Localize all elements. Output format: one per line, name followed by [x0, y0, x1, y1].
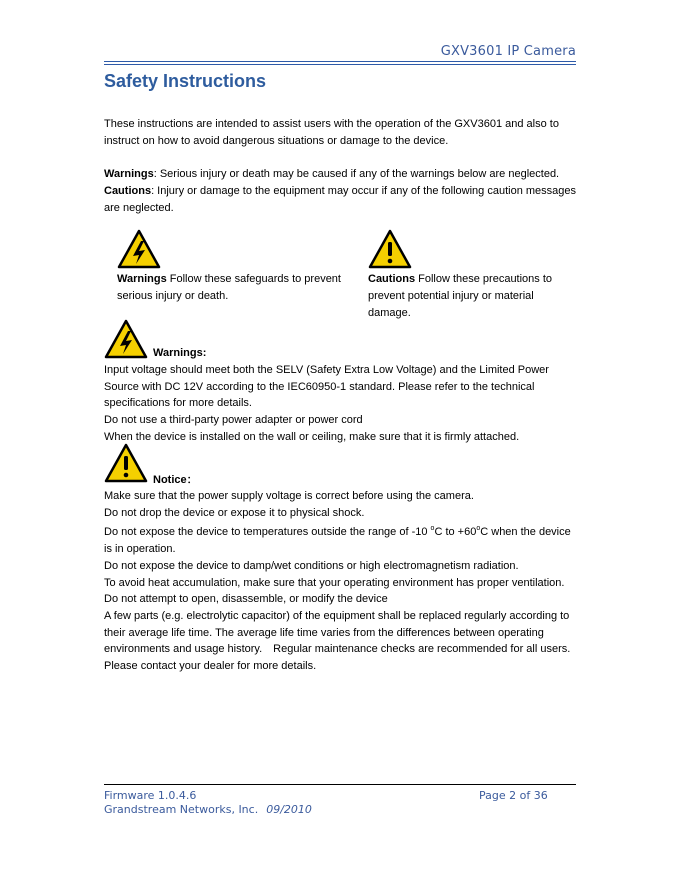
notice-line: Do not attempt to open, disassemble, or modify the device [104, 593, 388, 606]
cautions-definition [104, 183, 579, 217]
legend-cautions-label: Cautions [368, 273, 416, 285]
legend-warnings-text: Follow these safeguards to prevent serious injury or death. [117, 273, 341, 302]
temperature-text-post: C when the device is in operation. [104, 526, 571, 556]
warnings-section-list [104, 362, 580, 446]
warnings-definition-label: Warnings [104, 168, 154, 180]
caution-exclamation-icon [368, 229, 412, 269]
header-product-title: GXV3601 IP Camera [440, 44, 576, 59]
warnings-line: Do not use a third-party power adapter or power cord [104, 414, 363, 427]
notice-section-list [104, 488, 580, 675]
footer-rule [104, 784, 576, 785]
cautions-definition-label: Cautions [104, 185, 152, 197]
legend-warnings [117, 271, 362, 305]
notice-section-heading: Notice： [153, 474, 198, 486]
warnings-section-heading: Warnings: [153, 347, 207, 359]
legend-warnings-label: Warnings [117, 273, 167, 285]
footer-page-number: Page 2 of 36 [479, 789, 548, 802]
page-title: Safety Instructions [104, 71, 267, 91]
warnings-line: When the device is installed on the wall or ceiling, make sure that it is firmly attached. [104, 430, 520, 443]
legend-cautions-text: Follow these precautions to prevent potential injury or material damage. [368, 273, 553, 319]
electric-hazard-icon [117, 229, 161, 269]
notice-line-temperature [104, 521, 580, 557]
footer-firmware: Firmware 1.0.4.6 [104, 789, 197, 802]
header-rule-thin [104, 64, 576, 65]
warnings-section-electric-icon [104, 319, 148, 359]
warnings-definition [104, 166, 579, 183]
warnings-definition-text: : Serious injury or death may be caused if any of the warnings below are neglected. [153, 168, 560, 180]
legend-cautions [368, 271, 578, 322]
warnings-line: Input voltage should meet both the SELV (Safety Extra Low Voltage) and the Limited Power Source with DC 12V according to the IEC60950-1 standard. Please refer to the technical specifications for more details. [104, 364, 549, 410]
temperature-text-pre: Do not expose the device to temperatures outside the range of -10 [104, 526, 431, 539]
footer-company [104, 803, 312, 816]
intro-paragraph: These instructions are intended to assist users with the operation of the GXV3601 and also to instruct on how to avoid dangerous situations or damage to the device. [104, 118, 559, 147]
notice-line: To avoid heat accumulation, make sure that your operating environment has proper ventilation. [104, 576, 565, 589]
degree-symbol: o [476, 525, 481, 533]
notice-line: A few parts (e.g. electrolytic capacitor) of the equipment shall be replaced regularly according to their average life time. The average life time varies from the differences between operating environments and usage history. Regular maintenance checks are recommended for all users. Please contact your dealer for more details. [104, 609, 571, 673]
temperature-text-mid: C to +60 [434, 526, 477, 539]
notice-line: Make sure that the power supply voltage is correct before using the camera. [104, 490, 474, 502]
cautions-definition-text: : Injury or damage to the equipment may occur if any of the following caution messages are neglected. [104, 185, 577, 214]
definitions-paragraph [104, 166, 579, 217]
footer-date: 09/2010 [266, 803, 312, 816]
degree-symbol: o [430, 525, 435, 533]
notice-section-exclamation-icon [104, 443, 148, 483]
footer-company-name: Grandstream Networks, Inc. [104, 803, 259, 816]
notice-line: Do not drop the device or expose it to physical shock. [104, 506, 365, 519]
header-rule [104, 61, 576, 62]
notice-line: Do not expose the device to damp/wet conditions or high electromagnetism radiation. [104, 559, 519, 572]
